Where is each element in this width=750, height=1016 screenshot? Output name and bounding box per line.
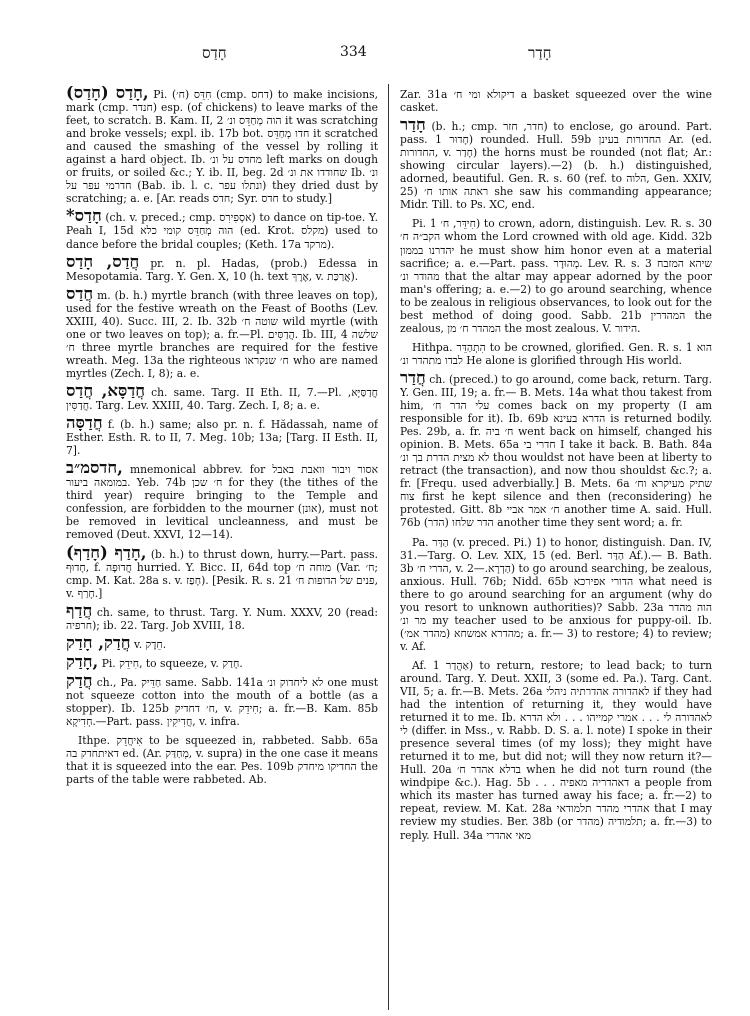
left-running-headword: חָדַס xyxy=(202,44,227,62)
column-divider xyxy=(388,84,389,1010)
entry-headword: חדסמ״ב, xyxy=(66,458,123,478)
entry xyxy=(66,206,378,251)
entry-text: (ch. v. preced.; cmp. אסְפִירִס) to dance on tip-toe. Y. Peah I, 15d הוה מְחַדֵּס קומי כלא (ed. Krot. מקלס) used to dance before the bridal couples; (Keth. 17a מרקד). xyxy=(66,211,378,251)
entry-text: ch. same, to thrust. Targ. Y. Num. XXXV, 20 (read: חרפיה); ib. 22. Targ. Job XVIII, 18. xyxy=(66,605,378,632)
right-column xyxy=(400,86,712,996)
entry xyxy=(66,458,378,542)
entry-headword: חָדַס (חָדַס), xyxy=(66,86,149,102)
page-number: 334 xyxy=(340,44,367,60)
entry-headword: חָדַק, xyxy=(66,651,99,671)
entry-headword: *חָדַס xyxy=(66,206,102,226)
entry xyxy=(400,534,712,653)
entry-headword: חֲדַס xyxy=(66,283,94,303)
entry-headword: חֲדַסָּה xyxy=(66,413,103,433)
entry-headword: חֲדַק xyxy=(66,670,93,690)
entry xyxy=(66,251,378,283)
entry-text: Af. אַהֲדַר 1) to return, restore; to lead back; to turn around. Targ. Y. Deut. XXII, 3 (some ed. Pa.). Targ. Cant. VII, 5; a. fr.—B. Mets. 26a לאהדורה אהדרתיה ניהלי if they had had the intention of returning it, they would have returned it to me. Ib. לאהדורה לי . . . אמרי קמייהו . . . ולא הדרא לי (differ. in Mss., v. Rabb. D. S. a. l. note) I spoke in their presence several times (of my loss); they might have returned it to me, but did not; will they now return it?—Hull. 20a בדלא אהדר ח׳ when he did not turn round (the windpipe &c.). Hag. 5b . . . דאהדריה מאפיה a people from which its master has turned away his face; a. fr.—2) to repeat, review. M. Kat. 28a אהדרי מהדר תלמודאי that I may review my studies. Ber. 38b (or מהדר) תלמודיה; a. fr.—3) to reply. Hull. 34a מאי אהדרי xyxy=(400,658,712,842)
entry-text: Hithpa. הִתְהַדֵּר to be crowned, glorified. Gen. R. s. 1 הוא לבדו מתהדר ונ׳ He alone is glorified through His world. xyxy=(400,340,712,367)
entry xyxy=(66,732,378,786)
entry-headword: חָדַר xyxy=(400,115,426,135)
entry-headword: חֲדַסָּא, חֲדַס xyxy=(66,380,146,400)
entry-text: mnemonical abbrev. for אסור ויבור וואבת באבל במומאה ביעור. Yeb. 74b ח׳ שכן for they (the tithes of the third year) require bringing to the Temple and confession, are forbidden to the mourner (אונן), must not be removed in levitical uncleanness, and must be removed (Deut. XXVI, 12—14). xyxy=(66,463,378,542)
entry xyxy=(400,339,712,367)
entry xyxy=(66,632,378,652)
entry-text: Pa. הַדַּר (v. preced. Pi.) 1) to honor, distinguish. Dan. IV, 31.—Targ. O. Lev. XIX, 15 (ed. Berl. הַדַּר Af.).— B. Bath. 3b הדרי ח׳, v. הַדְרָא.—2) to go around searching, be zealous, anxious. Hull. 76b; Nidd. 65b הדורי אפירכא what need is there to go around searching for an argument (why do you resort to unknown authorities)? Sabb. 23a הוה מהדר מר ונ׳ my teacher used to be anxious for puppy-oil. Ib. מהדרא אמשחא (מהדר אמ׳); a. fr.— 3) to restore; 4) to review; v. Af. xyxy=(400,535,712,653)
entry xyxy=(66,651,378,671)
entry xyxy=(66,670,378,729)
entry xyxy=(400,115,712,212)
entry-headword: חֲדַס, חָדַס xyxy=(66,251,140,271)
entry-headword: חֲדַף xyxy=(66,600,93,620)
entry xyxy=(66,600,378,632)
entry-text: ch., Pa. חַדֵּיק same. Sabb. 141a לא ליחדוק ונ׳ one must not squeeze cotton into the mouth of a bottle (as a stopper). Ib. 125b ח׳ דחדיק, v. חִידֵק; a. fr.—B. Kam. 85b חְדִיקָא.—Part. pass. חֲדִיקִין, v. infra. xyxy=(66,675,378,729)
entry-text: m. (b. h.) myrtle branch (with three leaves on top), used for the festive wreath on the Feast of Booths (Lev. XXIII, 40). Succ. III, 2. Ib. 32b שוטה ח׳ wild myrtle (with one or two leaves on top); a. fr.—Pl. הֲדַסִּים. Ib. III, 4 שלשה ח׳ three myrtle branches are required for the festive wreath. Meg. 13a the righteous ח׳ שנקראו who are named myrtles (Zech. I, 8); a. e. xyxy=(66,288,378,380)
right-running-headword: חָדַר xyxy=(528,44,552,62)
entry-text: Pi. חִדֵּס (ח׳) (cmp. דחס) to make incisions, mark (cmp. חנדר) esp. (of chickens) to leave marks of the feet, to scratch. B. Kam. II, 2 הוה מְחַדֵּס ונ׳ it was scratching and broke vessels; expl. ib. 17b bot. חדו מְחַדֵּס it scratched and caused the smashing of the vessel by rolling it against a hard object. Ib. מחדס על ונ׳ left marks on dough or fruits, or soiled &c.; Y. ib. II, beg. 2d שחודדו את ונ׳ Ib. ונ׳ חדרמי עפר על (Bab. ib. l. c. ונתלו עפר) they dried dust by scratching; a. e. [Ar. reads חדס; Syr. חדס to study.] xyxy=(66,88,378,206)
entry xyxy=(66,542,378,600)
entry-text: Ithpe. אִיחֲדֵק to be squeezed in, rabbeted. Sabb. 65a דאיתחדק בה ed. (Ar. מְחַדַּק, v. supra) in the one case it means that it is squeezed into the ear. Pes. 109b החדיקו מיחדק the parts of the table were rabbeted. Ab. xyxy=(66,734,378,787)
entry-text: ch. same. Targ. II Eth. II, 7.—Pl. חֲדַסַּיָּא, חֲדַסִּין. Targ. Lev. XXIII, 40. Targ. Zech. I, 8; a. e. xyxy=(66,385,378,413)
entry-text: Pi. חִידֵּר, ח׳ 1) to crown, adorn, distinguish. Lev. R. s. 30 הקב״ה ח׳ whom the Lord crowned with old age. Kidd. 32b יהדרנו בממון he must show him honor even at a material sacrifice; a. e.—Part. pass. מְהוּדָר. Lev. R. s. 3 שיהא המזבח מהודר ונ׳ that the altar may appear adorned by the poor man's offering; a. e.—2) to go around searching, whence to be zealous in religious observances, to look out for the best method of doing good. Sabb. 21b המהדרין the zealous, המהדר ח׳ מן the most zealous. V. הידור. xyxy=(400,217,712,335)
page-header xyxy=(60,44,710,68)
entry-text: ch. (preced.) to go around, come back, return. Targ. Y. Gen. III, 19; a. fr.— B. Mets. 14a what thou takest from him, עלי הדר ח׳ comes back on my property (I am responsible for it). Ib. 69b הדרא בעינא is returned bodily. Pes. 29b, a. fr. ח׳ ביה went back on himself, changed his opinion. B. Mets. 65a חדרי בי I take it back. B. Bath. 84a לא מצית הדרת בך ונ׳ thou wouldst not have been at liberty to retract (the transaction), and now thou shouldst &c.?; a. fr. [Frequ. used adverbially.] B. Mets. 6a שתיק מעיקרא וח׳ צוח first he kept silence and then (reconsidering) he protested. Gitt. 8b ח׳ אמר אביי another time A. said. Hull. 76b (הדר) הדר שלחו another time they sent word; a. fr. xyxy=(400,372,712,530)
entry-text: (b. h.) to thrust down, hurry.—Part. pass. חָדוּף, f. חֲדוּפָה hurried. Y. Bicc. II, 64d top מוחה ח׳ (Var. ח׳; cmp. M. Kat. 28a s. v. חָפַז). [Pesik. R. s. 21 פנים של הדופות ח׳, v. חָרַף.] xyxy=(66,547,378,600)
entry xyxy=(400,215,712,334)
entry-headword: חֲדַר xyxy=(400,367,426,387)
entry-text: Pi. חִידֵק, to squeeze, v. חָדַק. xyxy=(101,656,243,670)
entry xyxy=(66,413,378,458)
entry xyxy=(400,86,712,114)
entry xyxy=(400,367,712,530)
entry-text: (b. h.; cmp. חדר, חזר) to enclose, go around. Part. pass. חָדוּר 1) rounded. Hull. 59b החדורות בעינן Ar. (ed. החדורות, v. חָדַר) the horns must be rounded (not flat; Ar.: showing circular layers).—2) (b. h.) distinguished, adorned, beautiful. Gen. R. s. 60 (ref. to הלוה, Gen. XXIV, 25) ראתה אותו ח׳ she saw his commanding appearance; Midr. Till. to Ps. XC, end. xyxy=(400,120,712,212)
entry xyxy=(66,86,378,205)
entry xyxy=(66,283,378,380)
entry xyxy=(400,657,712,842)
entry-text: Zar. 31a דיקולא ומי ח׳ a basket squeezed over the wine casket. xyxy=(400,88,712,115)
entry-headword: חָדַף (חָדַף), xyxy=(66,542,147,562)
entry-text: f. (b. h.) same; also pr. n. f. Hădassah, name of Esther. Esth. R. to II, 7. Meg. 10b; 13a; [Targ. II Esth. II, 7]. xyxy=(66,418,378,458)
entry xyxy=(66,380,378,413)
entry-headword: חֲדַק, חָדַק xyxy=(66,632,131,652)
entry-text: v. חֵדֶק. xyxy=(133,637,167,651)
entry-text: pr. n. pl. Hadas, (prob.) Edessa in Mesopotamia. Targ. Y. Gen. X, 10 (h. text אֶרֶךְ, v. אֲרַכַּת). xyxy=(66,256,378,283)
left-column xyxy=(66,86,378,996)
